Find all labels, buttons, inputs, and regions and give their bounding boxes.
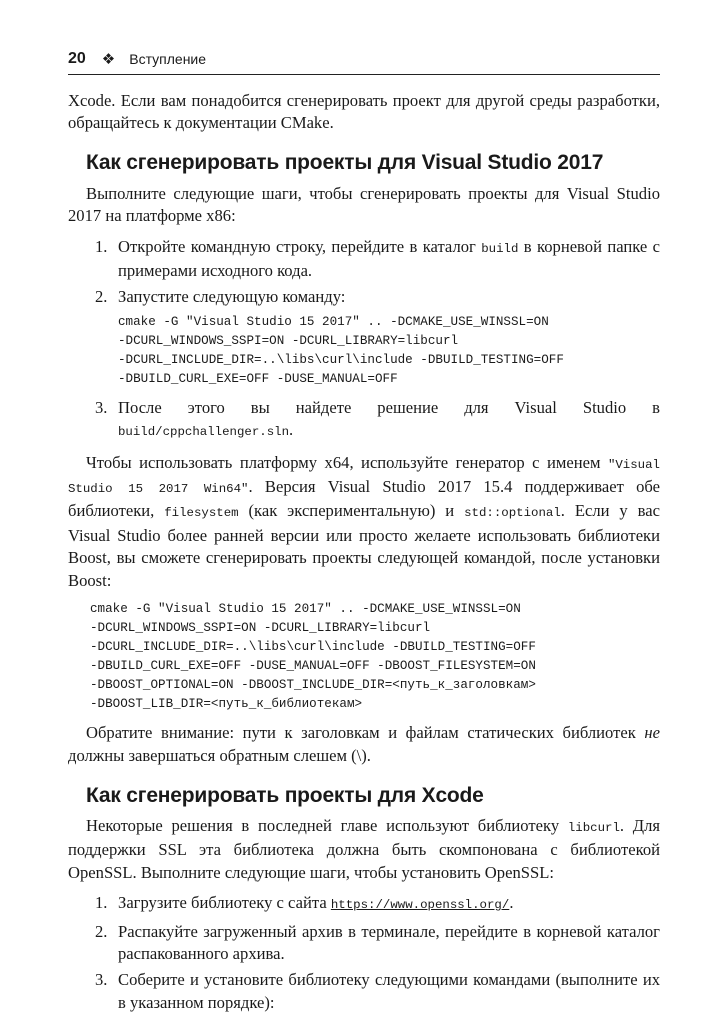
list-number: 2. [95, 287, 108, 307]
list-number: 1. [95, 893, 108, 913]
list-number: 1. [95, 236, 108, 256]
list-number: 3. [95, 397, 108, 417]
section-heading-xcode: Как сгенерировать проекты для Xcode [86, 783, 484, 807]
list-item: 1. Загрузите библиотеку с сайта https://www.openssl.org/. [68, 892, 660, 916]
vs-lead-paragraph: Выполните следующие шаги, чтобы сгенерировать проекты для Visual Studio 2017 на платформе x86: [68, 183, 660, 226]
openssl-link[interactable]: https://www.openssl.org/ [330, 898, 510, 913]
section-heading-visual-studio: Как сгенерировать проекты для Visual Studio 2017 [86, 150, 604, 174]
list-item: 1. Откройте командную строку, перейдите в каталог build в корневой папке с примерами исходного кода. [95, 236, 661, 281]
list-item: 3. После этого вы найдете решение для Visual Studio в build/cppchallenger.sln. [95, 397, 660, 440]
vs-steps-list [68, 236, 660, 444]
inline-code: std::optional [464, 506, 561, 521]
list-number: 2. [95, 921, 108, 941]
xcode-lead-paragraph: Некоторые решения в последней главе используют библиотеку libcurl. Для поддержки SSL эта библиотека должна быть скомпонована с библиотекой OpenSSL. Выполните следующие шаги, чтобы установить OpenSSL: [68, 815, 661, 882]
list-item: 2. Распакуйте загруженный архив в терминале, перейдите в корневой каталог распакованного архива. [95, 921, 660, 963]
ornament-icon: ❖ [101, 51, 116, 68]
list-item: 3. Соберите и установите библиотеку следующими командами (выполните их в указанном порядке): [95, 970, 660, 1012]
inline-code: libcurl [567, 820, 620, 835]
running-header [68, 48, 660, 75]
note-paragraph: Обратите внимание: пути к заголовкам и файлам статических библиотек не должны завершаться обратным слешем (\). [68, 723, 660, 765]
book-page [68, 48, 660, 1014]
inline-code: "Visual Studio 15 2017 Win64" [68, 457, 660, 497]
intro-paragraph: Xcode. Если вам понадобится сгенерировать проект для другой среды разработки, обращайтесь к документации CMake. [68, 91, 660, 133]
boost-code-block: cmake -G "Visual Studio 15 2017" .. -DCMAKE_USE_WINSSL=ON -DCURL_WINDOWS_SSPI=ON -DCURL_LIBRARY=libcurl -DCURL_INCLUDE_DIR=..\libs\curl\include -DBUILD_TESTING=OFF -DBUILD_CURL_EXE=OFF -DUSE_MANUAL=OFF -DBOOST_FILESYSTEM=ON -DBOOST_OPTIONAL=ON -DBOOST_INCLUDE_DIR=<путь_к_заголовкам> -DBOOST_LIB_DIR=<путь_к_библиотекам> [90, 602, 536, 712]
page-number: 20 [68, 50, 86, 67]
xcode-steps-list [68, 892, 660, 1014]
x64-paragraph: Чтобы использовать платформу x64, используйте генератор с именем "Visual Studio 15 2017 Win64". Версия Visual Studio 2017 15.4 поддерживает обе библиотеки, filesystem (как экспериментальную) и std::optional. Если у вас Visual Studio более ранней версии или просто желаете использовать библиотеки Boost, вы сможете сгенерировать проекты следующей командой, после установки Boost: [68, 452, 661, 590]
list-item: 2. Запустите следующую команду: cmake -G "Visual Studio 15 2017" .. -DCMAKE_USE_WINSSL=ON -DCURL_WINDOWS_SSPI=ON -DCURL_LIBRARY=libcurl -DCURL_INCLUDE_DIR=..\libs\curl\include -DBUILD_TESTING=OFF -DBUILD_CURL_EXE=OFF -DUSE_MANUAL=OFF [68, 286, 660, 388]
inline-code: filesystem [164, 506, 239, 521]
emphasis: не [644, 723, 660, 743]
running-title: Вступление [129, 51, 207, 67]
code-block: cmake -G "Visual Studio 15 2017" .. -DCMAKE_USE_WINSSL=ON -DCURL_WINDOWS_SSPI=ON -DCURL_LIBRARY=libcurl -DCURL_INCLUDE_DIR=..\libs\curl\include -DBUILD_TESTING=OFF -DBUILD_CURL_EXE=OFF -DUSE_MANUAL=OFF [118, 314, 564, 386]
inline-code: build [481, 241, 519, 256]
list-number: 3. [95, 970, 108, 990]
inline-code: build/cppchallenger.sln [118, 425, 290, 440]
